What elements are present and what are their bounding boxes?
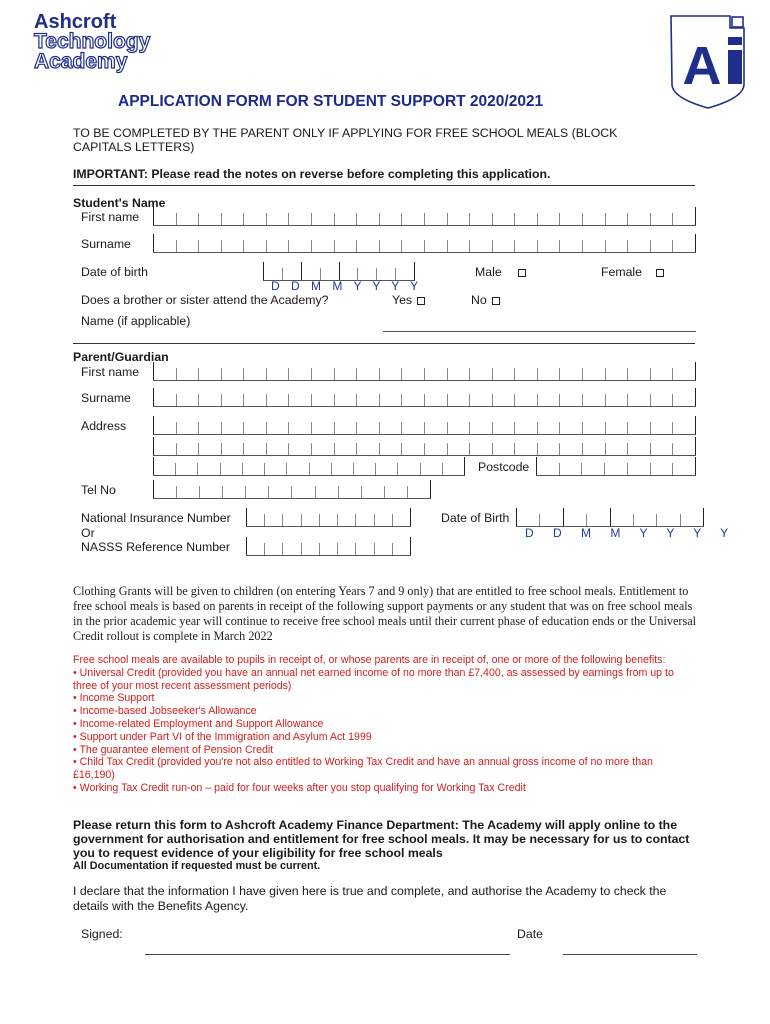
postcode-input[interactable] <box>536 457 696 476</box>
important-label: IMPORTANT <box>73 167 144 181</box>
date-label: Date <box>517 927 543 941</box>
signature-line[interactable] <box>145 954 510 955</box>
male-checkbox[interactable] <box>518 269 526 277</box>
benefit-item: • Income Support <box>73 692 155 705</box>
parent-dob-format: D D M M Y Y Y Y <box>525 526 737 540</box>
sibling-yes-option[interactable] <box>392 293 425 307</box>
benefit-item: • Child Tax Credit (provided you're not also entitled to Working Tax Credit and have an annual gross income of no more than £16,190) <box>73 756 653 782</box>
student-first-name-label: First name <box>81 210 140 224</box>
nasss-label: NASSS Reference Number <box>81 540 230 554</box>
or-label: Or <box>81 525 95 540</box>
parent-first-name-label: First name <box>81 365 140 379</box>
important-notice <box>73 167 550 181</box>
date-line[interactable] <box>563 954 697 955</box>
instruction-text: TO BE COMPLETED BY THE PARENT ONLY IF APPLYING FOR FREE SCHOOL MEALS (BLOCK CAPITALS LETTERS) <box>73 126 618 154</box>
sibling-yes-checkbox[interactable] <box>417 297 425 305</box>
student-section-title: Student's Name <box>73 196 166 210</box>
divider <box>73 185 695 186</box>
parent-surname-input[interactable] <box>153 388 696 407</box>
sibling-name-line[interactable] <box>383 331 696 332</box>
student-dob-format: D D M M Y Y Y Y <box>271 279 423 293</box>
declaration-text: I declare that the information I have given here is true and complete, and authorise the Academy to check the details with the Benefits Agency. <box>73 884 667 913</box>
address-line2-input[interactable] <box>153 437 696 456</box>
benefits-list <box>73 654 697 795</box>
benefits-intro: Free school meals are available to pupils in receipt of, or whose parents are in receipt of, one or more of the following benefits: <box>73 654 666 666</box>
tel-label: Tel No <box>81 483 116 497</box>
logo-line1: Ashcroft <box>34 11 117 33</box>
nasss-number-input[interactable] <box>246 537 411 556</box>
sibling-no-option[interactable] <box>471 293 500 307</box>
benefit-item: • The guarantee element of Pension Credit <box>73 743 274 756</box>
parent-first-name-input[interactable] <box>153 362 696 381</box>
ni-number-input[interactable] <box>246 508 411 527</box>
logo-line2: Technology <box>34 30 151 53</box>
ni-block <box>81 511 231 555</box>
student-surname-label: Surname <box>81 237 131 251</box>
sibling-no-checkbox[interactable] <box>492 297 500 305</box>
parent-section-title: Parent/Guardian <box>73 350 169 364</box>
no-label: No <box>471 293 487 307</box>
return-instructions: Please return this form to Ashcroft Academy Finance Department: The Academy will apply online to the government for authorisation and entitlement for free school meals. It may be necessary for us to contact you to request evidence of your eligibility for free school meals <box>73 818 690 860</box>
parent-dob-input[interactable] <box>516 508 704 527</box>
logo-line3: Academy <box>34 50 128 73</box>
ni-label: National Insurance Number <box>81 511 231 525</box>
address-label: Address <box>81 419 127 433</box>
address-line1-input[interactable] <box>153 416 696 435</box>
male-option[interactable] <box>475 265 526 279</box>
student-surname-input[interactable] <box>153 234 696 253</box>
female-label: Female <box>601 265 643 279</box>
clothing-grants-text: Clothing Grants will be given to children (on entering Years 7 and 9 only) that are entitled to free school meals. Entitlement to free school meals is based on parents in receipt of the following support payments or any student that was on free school meals in the prior academic year will continue to receive free school meals until their current phase of education ends or the Universal Credit rollout is complete in March 2022 <box>73 584 697 643</box>
address-line3-input[interactable] <box>153 457 465 476</box>
postcode-label: Postcode <box>478 460 530 474</box>
parent-surname-label: Surname <box>81 391 131 405</box>
female-option[interactable] <box>601 265 664 279</box>
academy-logo <box>34 12 150 72</box>
documentation-note: All Documentation if requested must be current. <box>73 860 321 872</box>
benefit-item: • Universal Credit (provided you have an annual net earned income of no more than £7,400, as assessed by earnings from up to three of your most recent assessment periods) <box>73 666 674 692</box>
important-text: : Please read the notes on reverse before completing this application. <box>143 167 551 181</box>
student-first-name-input[interactable] <box>153 207 696 226</box>
sibling-name-label: Name (if applicable) <box>81 314 191 328</box>
signed-label: Signed: <box>81 927 123 941</box>
page-title: APPLICATION FORM FOR STUDENT SUPPORT 2020/2021 <box>118 93 544 110</box>
tel-input[interactable] <box>153 480 431 499</box>
crest-icon <box>668 14 748 110</box>
benefit-item: • Support under Part VI of the Immigration and Asylum Act 1999 <box>73 730 372 743</box>
female-checkbox[interactable] <box>656 269 664 277</box>
student-dob-label: Date of birth <box>81 265 148 279</box>
benefit-item: • Working Tax Credit run-on – paid for four weeks after you stop qualifying for Working Tax Credit <box>73 781 526 794</box>
male-label: Male <box>475 265 502 279</box>
benefit-item: • Income-based Jobseeker's Allowance <box>73 705 257 718</box>
benefit-item: • Income-related Employment and Support Allowance <box>73 717 324 730</box>
sibling-question: Does a brother or sister attend the Academy? <box>81 293 329 307</box>
yes-label: Yes <box>392 293 413 307</box>
parent-dob-label: Date of Birth <box>441 511 510 525</box>
crest-letter: A <box>682 36 722 96</box>
divider <box>73 343 695 344</box>
